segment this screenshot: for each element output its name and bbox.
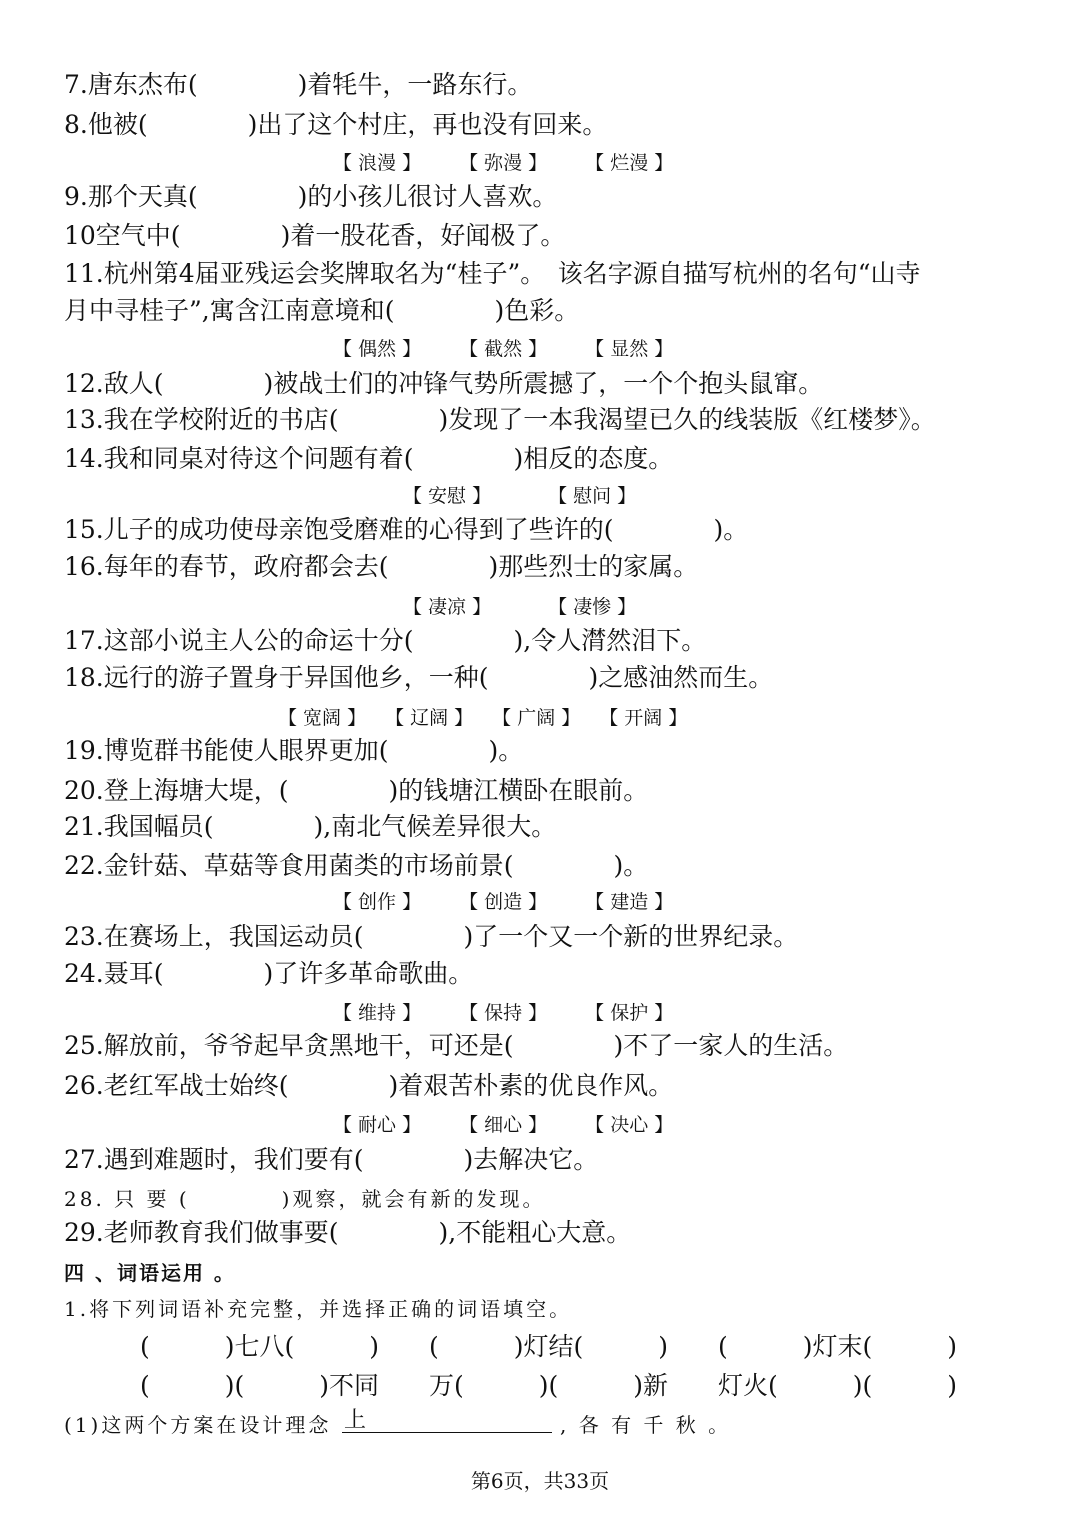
question-11-line-1: 11.杭州第4届亚残运会奖牌取名为“桂子”。 该名字源自描写杭州的名句“山寺 — [64, 259, 921, 288]
idiom-row-2: ( )( )不同 万( )( )新 灯火( )( ) — [140, 1371, 958, 1400]
word-options-2: 【 偶然 】 【 截然 】 【 显然 】 — [333, 338, 674, 360]
question-10: 10空气中( )着一股花香，好闻极了。 — [64, 221, 566, 250]
page-footer: 第6页，共33页 — [470, 1469, 610, 1493]
task-1-instruction: 1.将下列词语补充完整，并选择正确的词语填空。 — [64, 1297, 573, 1321]
question-22: 22.金针菇、草菇等食用菌类的市场前景( )。 — [64, 851, 649, 880]
sub-question-1-prefix: (1)这两个方案在设计理念 — [64, 1413, 332, 1437]
question-25: 25.解放前，爷爷起早贪黑地干，可还是( )不了一家人的生活。 — [64, 1031, 849, 1060]
question-15: 15.儿子的成功使母亲饱受磨难的心得到了些许的( )。 — [64, 515, 749, 544]
word-options-7: 【 维持 】 【 保持 】 【 保护 】 — [333, 1002, 674, 1024]
word-options-3: 【 安慰 】 【 慰问 】 — [403, 485, 637, 507]
sub-question-1-suffix: , 各 有 千 秋 。 — [560, 1413, 732, 1437]
question-7: 7.唐东杰布( )着牦牛，一路东行。 — [64, 70, 533, 99]
idiom-row-1: ( )七八( ) ( )灯结( ) ( )灯末( ) — [140, 1332, 958, 1361]
question-12: 12.敌人( )被战士们的冲锋气势所震撼了，一个个抱头鼠窜。 — [64, 369, 824, 398]
question-24: 24.聂耳( )了许多革命歌曲。 — [64, 959, 474, 988]
question-18: 18.远行的游子置身于异国他乡，一种( )之感油然而生。 — [64, 663, 774, 692]
word-options-5: 【 宽阔 】 【 辽阔 】 【 广阔 】 【 开阔 】 — [278, 707, 688, 729]
question-28: 28. 只 要 ( )观察，就会有新的发现。 — [64, 1187, 546, 1211]
word-options-6: 【 创作 】 【 创造 】 【 建造 】 — [333, 891, 674, 913]
question-9: 9.那个天真( )的小孩儿很讨人喜欢。 — [64, 182, 558, 211]
question-23: 23.在赛场上，我国运动员( )了一个又一个新的世界纪录。 — [64, 922, 799, 951]
question-19: 19.博览群书能使人眼界更加( )。 — [64, 736, 524, 765]
question-14: 14.我和同桌对待这个问题有着( )相反的态度。 — [64, 444, 674, 473]
sub-question-1-answer: 上 — [344, 1408, 367, 1433]
question-13: 13.我在学校附近的书店( )发现了一本我渴望已久的线装版《红楼梦》。 — [64, 405, 936, 434]
question-17: 17.这部小说主人公的命运十分( ),令人潸然泪下。 — [64, 626, 707, 655]
word-options-8: 【 耐心 】 【 细心 】 【 决心 】 — [333, 1114, 674, 1136]
question-8: 8.他被( )出了这个村庄，再也没有回来。 — [64, 110, 608, 139]
question-27: 27.遇到难题时，我们要有( )去解决它。 — [64, 1145, 599, 1174]
question-16: 16.每年的春节，政府都会去( )那些烈士的家属。 — [64, 552, 699, 581]
answer-blank-line — [342, 1432, 552, 1433]
section-4-heading: 四 、词语运用 。 — [64, 1261, 236, 1285]
question-26: 26.老红军战士始终( )着艰苦朴素的优良作风。 — [64, 1071, 674, 1100]
question-20: 20.登上海塘大堤，( )的钱塘江横卧在眼前。 — [64, 776, 649, 805]
question-21: 21.我国幅员( ),南北气候差异很大。 — [64, 812, 557, 841]
word-options-4: 【 凄凉 】 【 凄惨 】 — [403, 596, 637, 618]
question-11-line-2: 月中寻桂子”,寓含江南意境和( )色彩。 — [64, 296, 580, 325]
question-29: 29.老师教育我们做事要( ),不能粗心大意。 — [64, 1218, 632, 1247]
word-options-1: 【 浪漫 】 【 弥漫 】 【 烂漫 】 — [333, 152, 674, 174]
